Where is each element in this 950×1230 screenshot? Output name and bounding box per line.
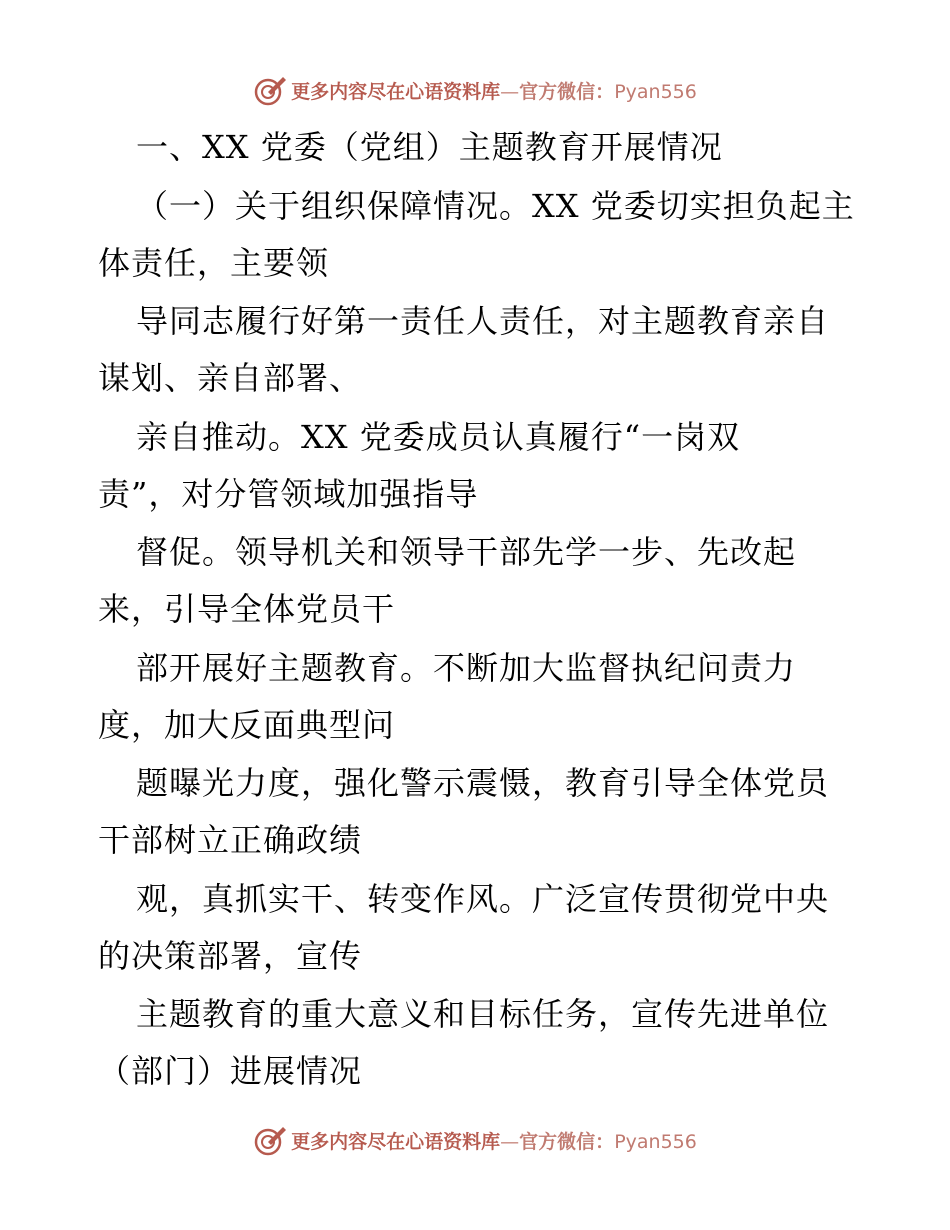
watermark-sub-text: 官方微信：: [519, 80, 615, 103]
paragraph-line: 部开展好主题教育。不断加大监督执纪问责力: [136, 649, 797, 687]
watermark-sub-text: 官方微信：: [519, 1130, 615, 1153]
paragraph-line: 导同志履行好第一责任人责任，对主题教育亲自: [136, 302, 830, 340]
header-watermark: [0, 70, 950, 110]
paragraph-line: 体责任，主要领: [98, 244, 330, 282]
paragraph-line: 的决策部署，宣传: [98, 937, 363, 975]
footer-watermark: [0, 1120, 950, 1160]
paragraph-line: 责”，对分管领域加强指导: [98, 475, 479, 513]
paragraph-line: 度，加大反面典型问: [98, 706, 396, 744]
pen-logo-icon: [253, 1123, 287, 1157]
paragraph-line: 干部树立正确政绩: [98, 821, 363, 859]
watermark-separator: —: [500, 1130, 520, 1153]
watermark-wechat-id: Pyan556: [614, 80, 697, 103]
paragraph-line: 观，真抓实干、转变作风。广泛宣传贯彻党中央: [136, 880, 830, 918]
watermark-main-text: 更多内容尽在心语资料库: [291, 1130, 501, 1153]
paragraph-line: 题曝光力度，强化警示震慑，教育引导全体党员: [136, 764, 830, 802]
pen-logo-icon: [253, 73, 287, 107]
paragraph-line: 谋划、亲自部署、: [98, 359, 363, 397]
watermark-separator: —: [500, 80, 520, 103]
paragraph-line: 亲自推动。XX 党委成员认真履行“一岗双: [136, 418, 741, 456]
section-heading: 一、XX 党委（党组）主题教育开展情况: [136, 128, 723, 166]
watermark-main-text: 更多内容尽在心语资料库: [291, 80, 501, 103]
paragraph-line: 来，引导全体党员干: [98, 590, 396, 628]
paragraph-line: 督促。领导机关和领导干部先学一步、先改起: [136, 533, 797, 571]
paragraph-line: （一）关于组织保障情况。XX 党委切实担负起主: [136, 187, 855, 225]
paragraph-line: （部门）进展情况: [98, 1052, 363, 1090]
paragraph-line: 主题教育的重大意义和目标任务，宣传先进单位: [136, 995, 830, 1033]
watermark-wechat-id: Pyan556: [614, 1130, 697, 1153]
